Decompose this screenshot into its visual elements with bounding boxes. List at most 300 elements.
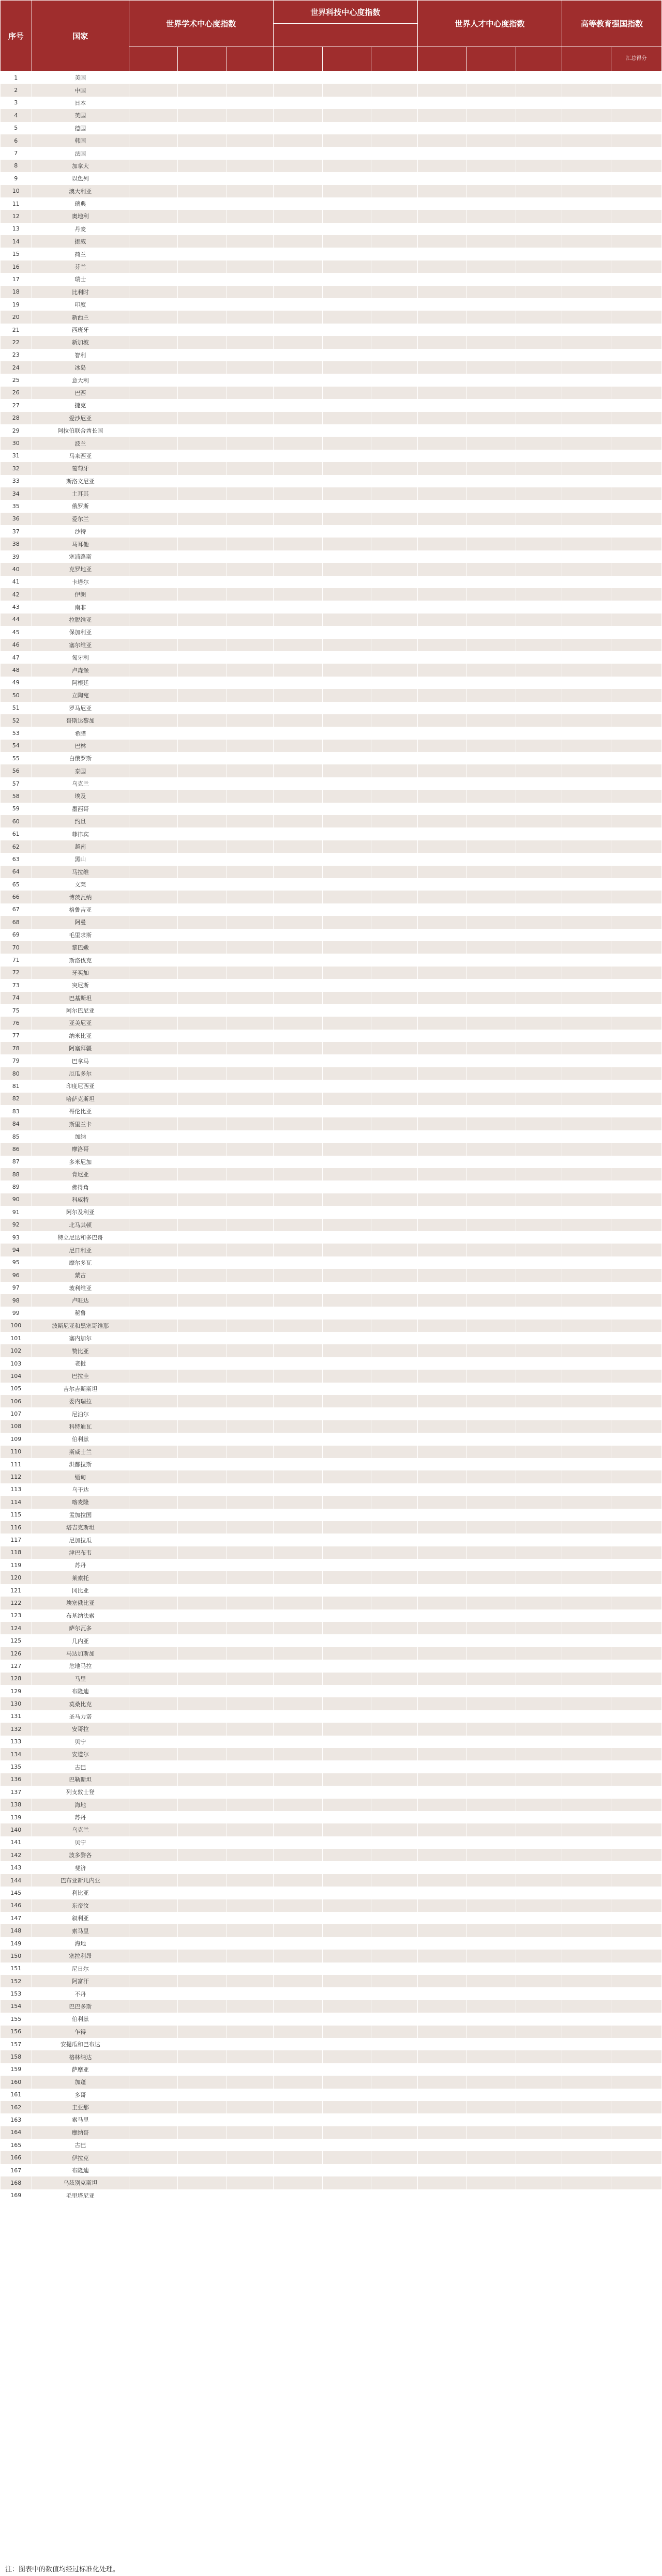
value-cell	[273, 399, 322, 411]
value-cell	[417, 727, 467, 739]
value-cell	[322, 336, 371, 348]
rank-cell: 143	[1, 1861, 32, 1874]
value-cell	[516, 1017, 562, 1029]
country-cell: 哈萨克斯坦	[32, 1093, 129, 1105]
value-cell	[516, 941, 562, 954]
value-cell	[129, 677, 178, 689]
value-cell	[371, 1180, 417, 1193]
value-cell	[371, 626, 417, 638]
value-cell	[178, 1559, 227, 1571]
total-score-cell	[611, 2139, 661, 2151]
value-cell	[129, 1736, 178, 1748]
table-row	[1, 424, 662, 437]
country-cell: 冈比亚	[32, 1584, 129, 1597]
value-cell	[371, 1231, 417, 1244]
value-cell	[273, 1861, 322, 1874]
value-cell	[178, 2026, 227, 2038]
rank-cell: 40	[1, 563, 32, 575]
value-cell	[371, 903, 417, 916]
value-cell	[227, 1357, 273, 1370]
value-cell	[516, 1231, 562, 1244]
value-cell	[467, 664, 516, 676]
value-cell	[562, 1156, 611, 1168]
total-score-cell	[611, 1042, 661, 1054]
value-cell	[129, 324, 178, 336]
value-cell	[562, 1093, 611, 1105]
value-cell	[516, 1660, 562, 1672]
value-cell	[516, 1433, 562, 1445]
value-cell	[227, 387, 273, 399]
value-cell	[371, 1332, 417, 1344]
value-cell	[227, 1080, 273, 1092]
value-cell	[227, 1559, 273, 1571]
value-cell	[178, 1320, 227, 1332]
rank-cell: 52	[1, 714, 32, 727]
value-cell	[273, 903, 322, 916]
value-cell	[371, 1143, 417, 1155]
value-cell	[562, 803, 611, 815]
value-cell	[227, 702, 273, 714]
value-cell	[516, 967, 562, 979]
table-row	[1, 764, 662, 777]
value-cell	[129, 878, 178, 891]
value-cell	[562, 487, 611, 500]
value-cell	[467, 1799, 516, 1811]
value-cell	[322, 1117, 371, 1130]
country-cell: 日本	[32, 97, 129, 109]
value-cell	[417, 929, 467, 941]
value-cell	[417, 349, 467, 361]
value-cell	[516, 122, 562, 134]
value-cell	[178, 1509, 227, 1521]
value-cell	[129, 1130, 178, 1143]
value-cell	[562, 1470, 611, 1483]
value-cell	[273, 1509, 322, 1521]
value-cell	[227, 160, 273, 172]
table-row	[1, 1773, 662, 1786]
value-cell	[322, 1080, 371, 1092]
value-cell	[417, 563, 467, 575]
value-cell	[371, 1093, 417, 1105]
value-cell	[129, 109, 178, 121]
value-cell	[178, 1054, 227, 1067]
value-cell	[273, 1546, 322, 1559]
value-cell	[273, 1370, 322, 1382]
value-cell	[129, 1395, 178, 1407]
value-cell	[273, 853, 322, 865]
value-cell	[227, 134, 273, 147]
value-cell	[562, 1256, 611, 1269]
value-cell	[516, 437, 562, 449]
rank-cell: 127	[1, 1660, 32, 1672]
country-cell: 加纳	[32, 1130, 129, 1143]
value-cell	[371, 2139, 417, 2151]
country-cell: 毛里求斯	[32, 929, 129, 941]
table-row	[1, 2101, 662, 2113]
value-cell	[562, 1332, 611, 1344]
total-score-cell	[611, 1899, 661, 1912]
value-cell	[516, 954, 562, 966]
value-cell	[467, 1067, 516, 1080]
value-cell	[178, 361, 227, 374]
value-cell	[371, 223, 417, 235]
value-cell	[467, 2189, 516, 2202]
country-cell: 新加坡	[32, 336, 129, 348]
total-score-cell	[611, 563, 661, 575]
table-row	[1, 903, 662, 916]
value-cell	[371, 2151, 417, 2164]
value-cell	[322, 1836, 371, 1849]
column-header	[227, 47, 273, 71]
value-cell	[227, 1634, 273, 1647]
value-cell	[516, 651, 562, 664]
total-score-cell	[611, 1030, 661, 1042]
value-cell	[227, 1521, 273, 1534]
total-score-cell	[611, 1609, 661, 1622]
value-cell	[129, 1622, 178, 1634]
value-cell	[417, 576, 467, 588]
value-cell	[273, 1975, 322, 1987]
value-cell	[273, 916, 322, 928]
table-row	[1, 1180, 662, 1193]
value-cell	[371, 2026, 417, 2038]
value-cell	[273, 752, 322, 764]
value-cell	[562, 550, 611, 563]
table-row	[1, 223, 662, 235]
value-cell	[516, 513, 562, 525]
value-cell	[417, 1143, 467, 1155]
value-cell	[417, 1861, 467, 1874]
value-cell	[178, 576, 227, 588]
value-cell	[129, 2076, 178, 2088]
total-score-cell	[611, 891, 661, 903]
value-cell	[129, 1836, 178, 1849]
value-cell	[273, 248, 322, 260]
value-cell	[273, 2050, 322, 2063]
rank-cell: 156	[1, 2026, 32, 2038]
value-cell	[178, 2176, 227, 2189]
value-cell	[371, 1433, 417, 1445]
value-cell	[516, 487, 562, 500]
table-row	[1, 1987, 662, 2000]
total-score-cell	[611, 2000, 661, 2013]
country-cell: 塞浦路斯	[32, 550, 129, 563]
value-cell	[467, 2151, 516, 2164]
value-cell	[467, 134, 516, 147]
value-cell	[129, 2101, 178, 2113]
rank-cell: 95	[1, 1256, 32, 1269]
country-cell: 马来西亚	[32, 450, 129, 462]
value-cell	[467, 84, 516, 96]
rank-cell: 151	[1, 1962, 32, 1975]
value-cell	[178, 513, 227, 525]
value-cell	[371, 462, 417, 474]
rank-cell: 21	[1, 324, 32, 336]
value-cell	[129, 1067, 178, 1080]
total-score-cell	[611, 727, 661, 739]
value-cell	[322, 1054, 371, 1067]
value-cell	[516, 210, 562, 222]
country-cell: 保加利亚	[32, 626, 129, 638]
value-cell	[371, 891, 417, 903]
country-cell: 奥地利	[32, 210, 129, 222]
value-cell	[562, 374, 611, 386]
value-cell	[371, 752, 417, 764]
value-cell	[371, 1937, 417, 1950]
country-cell: 哥伦比亚	[32, 1105, 129, 1117]
value-cell	[467, 122, 516, 134]
rank-cell: 123	[1, 1609, 32, 1622]
total-score-cell	[611, 1370, 661, 1382]
value-cell	[227, 1710, 273, 1723]
talent-group-header: 世界人才中心度指数	[417, 1, 562, 47]
rank-cell: 114	[1, 1496, 32, 1508]
rank-cell: 133	[1, 1736, 32, 1748]
value-cell	[562, 1799, 611, 1811]
value-cell	[273, 97, 322, 109]
country-cell: 布隆迪	[32, 1685, 129, 1697]
country-cell: 塔吉克斯坦	[32, 1521, 129, 1534]
value-cell	[129, 1799, 178, 1811]
value-cell	[322, 1773, 371, 1786]
value-cell	[467, 1054, 516, 1067]
value-cell	[417, 134, 467, 147]
table-row	[1, 929, 662, 941]
total-score-cell	[611, 1483, 661, 1496]
value-cell	[467, 1736, 516, 1748]
value-cell	[417, 2189, 467, 2202]
value-cell	[562, 1673, 611, 1685]
value-cell	[322, 1470, 371, 1483]
value-cell	[273, 424, 322, 437]
value-cell	[467, 1370, 516, 1382]
value-cell	[516, 462, 562, 474]
value-cell	[227, 1256, 273, 1269]
value-cell	[129, 891, 178, 903]
value-cell	[417, 197, 467, 210]
value-cell	[371, 651, 417, 664]
value-cell	[129, 1117, 178, 1130]
country-cell: 安道尔	[32, 1748, 129, 1760]
table-row	[1, 2164, 662, 2176]
total-score-cell	[611, 1975, 661, 1987]
value-cell	[467, 2050, 516, 2063]
value-cell	[129, 1861, 178, 1874]
value-cell	[178, 853, 227, 865]
value-cell	[417, 664, 467, 676]
rank-cell: 36	[1, 513, 32, 525]
value-cell	[227, 248, 273, 260]
rank-cell: 89	[1, 1180, 32, 1193]
value-cell	[322, 1786, 371, 1798]
value-cell	[273, 172, 322, 185]
value-cell	[178, 1975, 227, 1987]
value-cell	[467, 424, 516, 437]
total-score-cell	[611, 1193, 661, 1206]
table-row	[1, 210, 662, 222]
value-cell	[322, 2026, 371, 2038]
rank-cell: 96	[1, 1269, 32, 1281]
value-cell	[417, 1760, 467, 1773]
value-cell	[273, 2101, 322, 2113]
country-cell: 索马里	[32, 2113, 129, 2126]
table-row	[1, 689, 662, 701]
rank-cell: 140	[1, 1823, 32, 1836]
value-cell	[227, 349, 273, 361]
total-score-cell	[611, 903, 661, 916]
table-row	[1, 273, 662, 285]
value-cell	[516, 664, 562, 676]
country-cell: 利比亚	[32, 1887, 129, 1899]
value-cell	[273, 84, 322, 96]
value-cell	[178, 992, 227, 1004]
value-cell	[516, 1924, 562, 1937]
total-score-cell	[611, 147, 661, 159]
value-cell	[178, 84, 227, 96]
value-cell	[371, 563, 417, 575]
value-cell	[516, 1282, 562, 1294]
value-cell	[562, 450, 611, 462]
country-cell: 吉尔吉斯斯坦	[32, 1383, 129, 1395]
value-cell	[273, 1067, 322, 1080]
value-cell	[227, 827, 273, 840]
value-cell	[273, 450, 322, 462]
value-cell	[227, 1509, 273, 1521]
value-cell	[467, 2139, 516, 2151]
value-cell	[322, 614, 371, 626]
value-cell	[273, 71, 322, 84]
value-cell	[562, 1395, 611, 1407]
value-cell	[516, 1156, 562, 1168]
country-cell: 乌克兰	[32, 777, 129, 790]
value-cell	[371, 601, 417, 613]
rank-cell: 82	[1, 1093, 32, 1105]
value-cell	[417, 815, 467, 827]
value-cell	[562, 1446, 611, 1458]
value-cell	[178, 1180, 227, 1193]
value-cell	[227, 2126, 273, 2139]
value-cell	[178, 1912, 227, 1924]
value-cell	[516, 248, 562, 260]
value-cell	[467, 727, 516, 739]
table-row	[1, 2050, 662, 2063]
value-cell	[371, 1256, 417, 1269]
value-cell	[227, 764, 273, 777]
value-cell	[562, 614, 611, 626]
value-cell	[417, 1193, 467, 1206]
value-cell	[227, 1030, 273, 1042]
value-cell	[129, 2176, 178, 2189]
value-cell	[178, 550, 227, 563]
value-cell	[322, 639, 371, 651]
value-cell	[467, 1180, 516, 1193]
value-cell	[227, 1723, 273, 1735]
rank-cell: 148	[1, 1924, 32, 1937]
value-cell	[322, 1509, 371, 1521]
value-cell	[227, 1193, 273, 1206]
value-cell	[129, 1496, 178, 1508]
rank-cell: 108	[1, 1420, 32, 1433]
value-cell	[322, 1496, 371, 1508]
rank-cell: 77	[1, 1030, 32, 1042]
country-cell: 特立尼达和多巴哥	[32, 1231, 129, 1244]
value-cell	[516, 223, 562, 235]
value-cell	[227, 324, 273, 336]
value-cell	[417, 97, 467, 109]
value-cell	[467, 1760, 516, 1773]
value-cell	[227, 614, 273, 626]
value-cell	[516, 1823, 562, 1836]
value-cell	[273, 941, 322, 954]
table-row	[1, 677, 662, 689]
value-cell	[322, 866, 371, 878]
value-cell	[516, 1080, 562, 1092]
value-cell	[178, 1294, 227, 1307]
value-cell	[227, 109, 273, 121]
value-cell	[227, 1433, 273, 1445]
value-cell	[178, 462, 227, 474]
value-cell	[178, 967, 227, 979]
total-score-cell	[611, 588, 661, 601]
country-cell: 赞比亚	[32, 1344, 129, 1357]
value-cell	[273, 1105, 322, 1117]
rank-cell: 141	[1, 1836, 32, 1849]
value-cell	[516, 1320, 562, 1332]
value-cell	[129, 764, 178, 777]
value-cell	[562, 97, 611, 109]
value-cell	[562, 185, 611, 197]
rank-cell: 22	[1, 336, 32, 348]
value-cell	[322, 1685, 371, 1697]
value-cell	[273, 1559, 322, 1571]
value-cell	[273, 525, 322, 538]
value-cell	[227, 1269, 273, 1281]
value-cell	[562, 424, 611, 437]
rank-cell: 99	[1, 1307, 32, 1319]
rank-cell: 23	[1, 349, 32, 361]
value-cell	[129, 803, 178, 815]
value-cell	[129, 777, 178, 790]
rank-cell: 31	[1, 450, 32, 462]
value-cell	[178, 2113, 227, 2126]
value-cell	[516, 1483, 562, 1496]
value-cell	[273, 1773, 322, 1786]
value-cell	[322, 588, 371, 601]
value-cell	[516, 979, 562, 991]
value-cell	[467, 1407, 516, 1420]
value-cell	[516, 1685, 562, 1697]
value-cell	[178, 702, 227, 714]
value-cell	[417, 1458, 467, 1470]
value-cell	[516, 399, 562, 411]
value-cell	[322, 525, 371, 538]
value-cell	[129, 1899, 178, 1912]
total-score-cell	[611, 941, 661, 954]
value-cell	[516, 324, 562, 336]
total-score-cell	[611, 412, 661, 424]
value-cell	[516, 827, 562, 840]
value-cell	[516, 1559, 562, 1571]
value-cell	[322, 903, 371, 916]
value-cell	[562, 1912, 611, 1924]
country-cell: 列支敦士登	[32, 1786, 129, 1798]
total-score-cell	[611, 878, 661, 891]
value-cell	[516, 412, 562, 424]
value-cell	[417, 1332, 467, 1344]
value-cell	[227, 1887, 273, 1899]
value-cell	[516, 1609, 562, 1622]
value-cell	[417, 450, 467, 462]
